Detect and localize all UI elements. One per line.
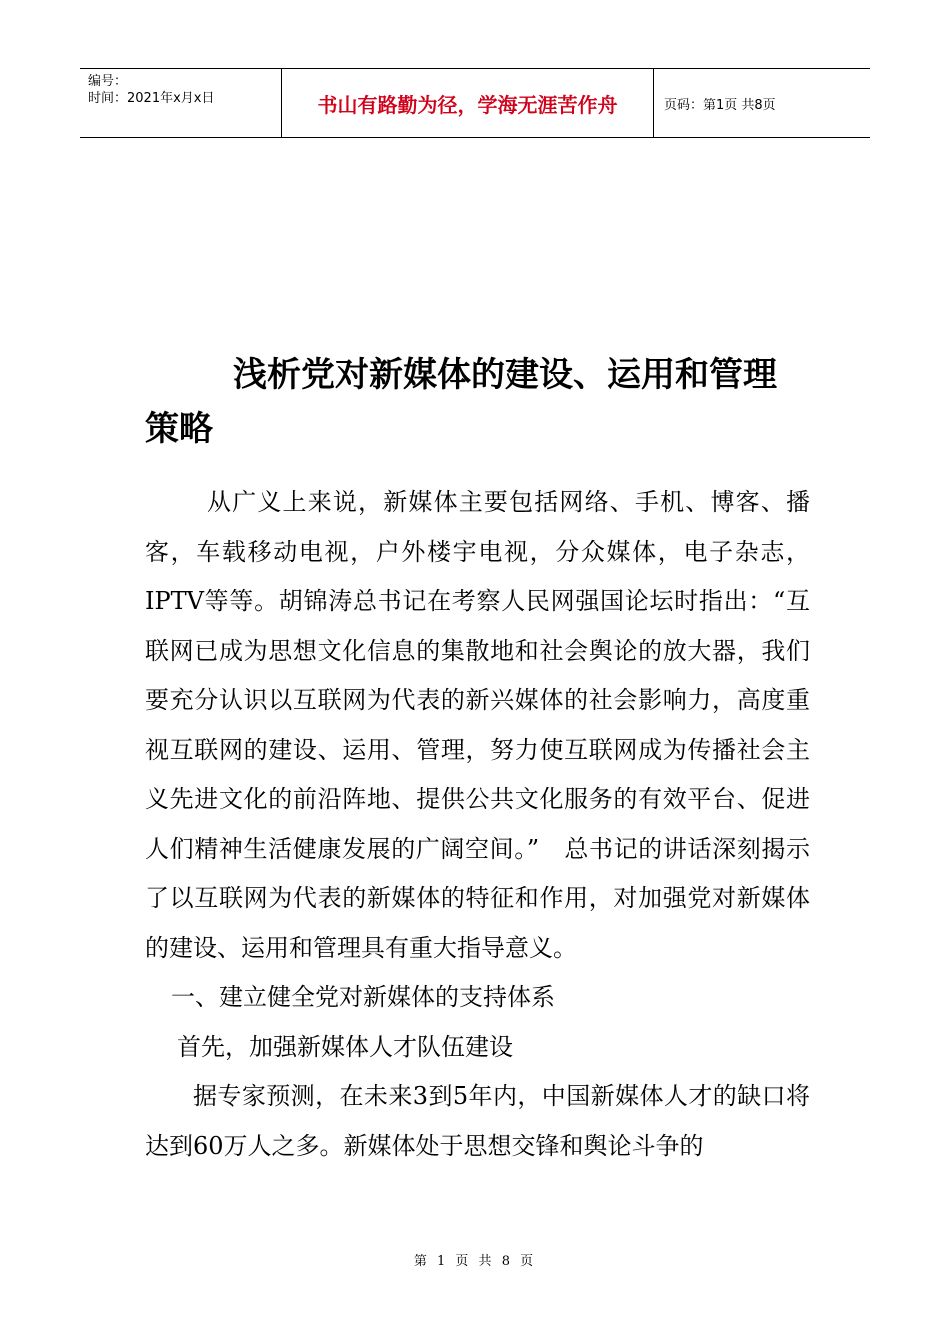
header-meta <box>80 69 282 137</box>
document-title: 浅析党对新媒体的建设、运用和管理策略 <box>145 355 777 449</box>
paragraph-talent: 据专家预测，在未来3到5年内，中国新媒体人才的缺口将达到60万人之多。新媒体处于思想交锋和舆论斗争的 <box>145 1082 810 1160</box>
date-label: 时间：2021年x月x日 <box>88 91 215 106</box>
header-page-info: 页码：第1页 共8页 <box>664 97 776 113</box>
section-heading: 一、建立健全党对新媒体的支持体系 <box>171 983 555 1011</box>
document-body <box>145 478 810 1171</box>
subsection-heading: 首先，加强新媒体人才队伍建设 <box>177 1032 513 1061</box>
paragraph-intro: 从广义上来说，新媒体主要包括网络、手机、博客、播客，车载移动电视，户外楼宇电视，分众媒体，电子杂志，IPTV等等。胡锦涛总书记在考察人民网强国论坛时指出：“互联网已成为思想文化信息的集散地和社会舆论的放大器，我们要充分认识以互联网为代表的新兴媒体的社会影响力，高度重视互联网的建设、运用、管理，努力使互联网成为传播社会主义先进文化的前沿阵地、提供公共文化服务的有效平台、促进人们精神生活健康发展的广阔空间。” 总书记的讲话深刻揭示了以互联网为代表的新媒体的特征和作用，对加强党对新媒体的建设、运用和管理具有重大指导意义。 <box>145 488 810 962</box>
page-footer: 第 1 页 共 8 页 <box>413 1254 537 1269</box>
header-motto: 书山有路勤为径，学海无涯苦作舟 <box>282 69 654 137</box>
page-header <box>80 68 870 138</box>
number-label: 编号： <box>88 74 128 89</box>
